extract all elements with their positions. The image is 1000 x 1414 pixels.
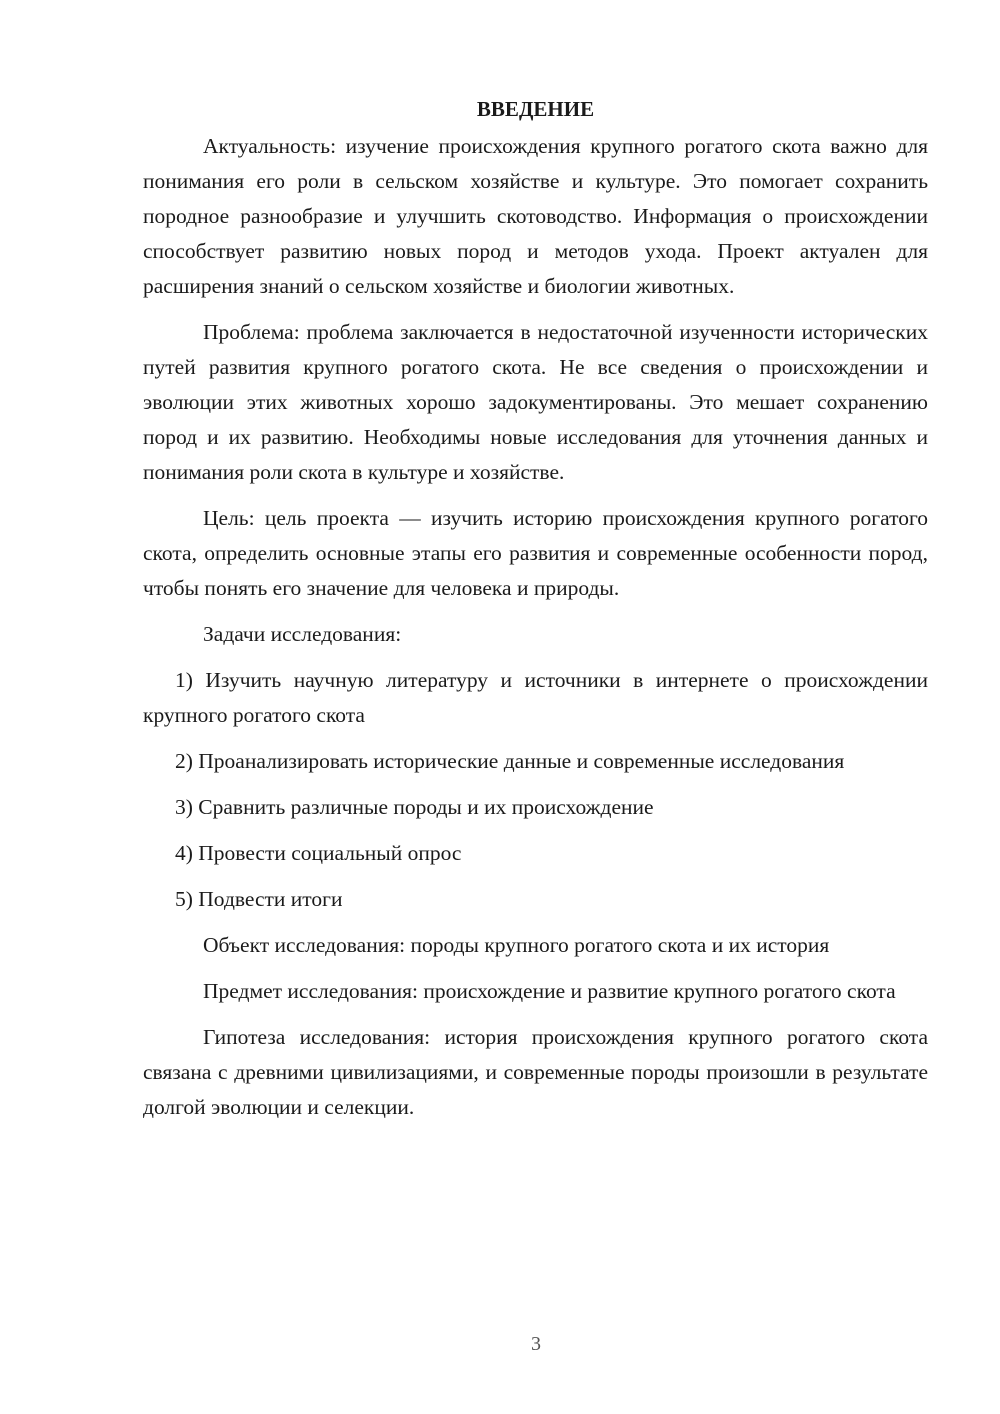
task-item-4: 4) Провести социальный опрос [175,841,462,865]
page-number: 3 [531,1333,541,1355]
task-item-3: 3) Сравнить различные породы и их происхождение [175,795,654,819]
goal-paragraph: Цель: цель проекта — изучить историю происхождения крупного рогатого скота, определить основные этапы его развития и современные особенности пород, чтобы понять его значение для человека и природы. [143,506,928,600]
relevance-paragraph: Актуальность: изучение происхождения крупного рогатого скота важно для понимания его роли в сельском хозяйстве и культуре. Это помогает сохранить породное разнообразие и улучшить скотоводство. Информация о происхождении способствует развитию новых пород и методов ухода. Проект актуален для расширения знаний о сельском хозяйстве и биологии животных. [143,134,928,298]
task-item-5: 5) Подвести итоги [175,887,343,911]
tasks-heading: Задачи исследования: [203,622,402,646]
problem-paragraph: Проблема: проблема заключается в недостаточной изученности исторических путей развития крупного рогатого скота. Не все сведения о происхождении и эволюции этих животных хорошо задокументированы. Это мешает сохранению пород и их развитию. Необходимы новые исследования для уточнения данных и понимания роли скота в культуре и хозяйстве. [143,320,928,484]
object-paragraph: Объект исследования: породы крупного рогатого скота и их история [203,933,830,957]
hypothesis-paragraph: Гипотеза исследования: история происхождения крупного рогатого скота связана с древними цивилизациями, и современные породы произошли в результате долгой эволюции и селекции. [143,1025,928,1119]
document-page [143,92,928,1136]
task-item-2: 2) Проанализировать исторические данные и современные исследования [175,749,845,773]
section-title: ВВЕДЕНИЕ [476,97,595,121]
task-item-1: 1) Изучить научную литературу и источники в интернете о происхождении крупного рогатого скота [143,668,928,727]
subject-paragraph: Предмет исследования: происхождение и развитие крупного рогатого скота [203,979,896,1003]
